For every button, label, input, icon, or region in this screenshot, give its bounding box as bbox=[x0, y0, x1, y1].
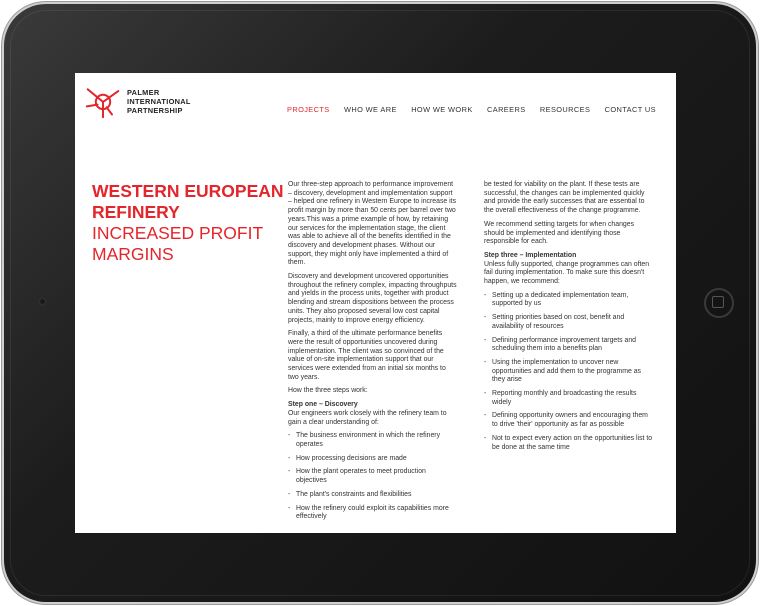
home-button-icon bbox=[712, 296, 724, 308]
nav-how-we-work[interactable]: HOW WE WORK bbox=[411, 105, 473, 114]
list-item: - How the plant operates to meet production objectives bbox=[288, 468, 458, 485]
brand-line-2: INTERNATIONAL bbox=[127, 96, 191, 106]
step-heading: Step one – Discovery bbox=[288, 401, 358, 409]
paragraph: Finally, a third of the ultimate performance benefits were the result of opportunities uncovered during implementation. The client was so convinced of the value of on-site implementation support that our services were extended from an initial six months to two years. bbox=[288, 330, 446, 381]
list-item: - How processing decisions are made bbox=[288, 455, 458, 464]
step-heading: Step three – Implementation bbox=[484, 251, 577, 259]
list-item: - Reporting monthly and broadcasting the results widely bbox=[484, 390, 654, 407]
nav-resources[interactable]: RESOURCES bbox=[539, 105, 591, 114]
title-line-1: WESTERN EUROPEAN bbox=[92, 181, 284, 201]
article-column-1 bbox=[288, 181, 458, 527]
palmer-logo-icon bbox=[85, 83, 121, 119]
title-line-2: REFINERY bbox=[92, 202, 180, 222]
main-nav bbox=[287, 105, 656, 114]
brand-line-3: PARTNERSHIP bbox=[127, 105, 183, 115]
nav-projects[interactable]: PROJECTS bbox=[287, 105, 330, 114]
step-intro: Unless fully supported, change programmes can often fail during implementation. To make sure this doesn't happen, we recommend: bbox=[484, 260, 650, 286]
nav-who-we-are[interactable]: WHO WE ARE bbox=[343, 105, 397, 114]
list-item: - Using the implementation to uncover new opportunities and add them to the programme as they arise bbox=[484, 359, 654, 385]
camera-dot bbox=[38, 297, 47, 306]
step-section bbox=[288, 401, 458, 427]
paragraph: Our three-step approach to performance improvement – discovery, development and implementation support – helped one refinery in Western Europe to increase its profit margin by more than 50 cents per barrel over two years.This was a prime example of how, by retaining our services for the implementation stage, the client was able to achieve all of the benefits identified in the discovery and development phases. Without our support, they might only have implemented a third of them. bbox=[288, 181, 457, 267]
nav-careers[interactable]: CAREERS bbox=[487, 105, 526, 114]
article-column-2 bbox=[484, 181, 654, 457]
list-item: - Setting up a dedicated implementation team, supported by us bbox=[484, 292, 654, 309]
paragraph: How the three steps work: bbox=[288, 387, 368, 395]
list-item: - Defining performance improvement targets and scheduling them into a benefits plan bbox=[484, 337, 654, 354]
brand-logo[interactable] bbox=[85, 83, 191, 119]
step-section bbox=[484, 252, 654, 287]
web-page bbox=[75, 73, 676, 533]
step-intro: Our engineers work closely with the refinery team to gain a clear understanding of: bbox=[288, 409, 447, 426]
subtitle-line-2: MARGINS bbox=[92, 244, 174, 264]
list-item: - Not to expect every action on the opportunities list to be done at the same time bbox=[484, 435, 654, 452]
paragraph: be tested for viability on the plant. If these tests are successful, the changes can be implemented quickly and provide the early successes that are essential to the overall effectiveness of the change programme. bbox=[484, 181, 645, 215]
brand-line-1: PALMER bbox=[127, 87, 160, 97]
list-item: - The business environment in which the refinery operates bbox=[288, 432, 458, 449]
page-title bbox=[92, 181, 284, 265]
brand-name bbox=[127, 88, 191, 115]
nav-contact-us[interactable]: CONTACT US bbox=[604, 105, 656, 114]
paragraph: We recommend setting targets for when changes should be implemented and identifying those responsible for each. bbox=[484, 220, 635, 246]
list-item: - Defining opportunity owners and encouraging them to drive 'their' opportunity as far as possible bbox=[484, 412, 654, 429]
list-item: - The plant's constraints and flexibilities bbox=[288, 491, 458, 500]
list-item: - How the refinery could exploit its capabilities more effectively bbox=[288, 505, 458, 522]
list-item: - Setting priorities based on cost, benefit and availability of resources bbox=[484, 314, 654, 331]
subtitle-line-1: INCREASED PROFIT bbox=[92, 223, 264, 243]
paragraph: Discovery and development uncovered opportunities throughout the refinery complex, impacting throughputs and yields in the process units, together with product blending and stream dispositions between the process units. They also proposed several low cost capital projects, mainly to improve energy efficiency. bbox=[288, 273, 457, 324]
